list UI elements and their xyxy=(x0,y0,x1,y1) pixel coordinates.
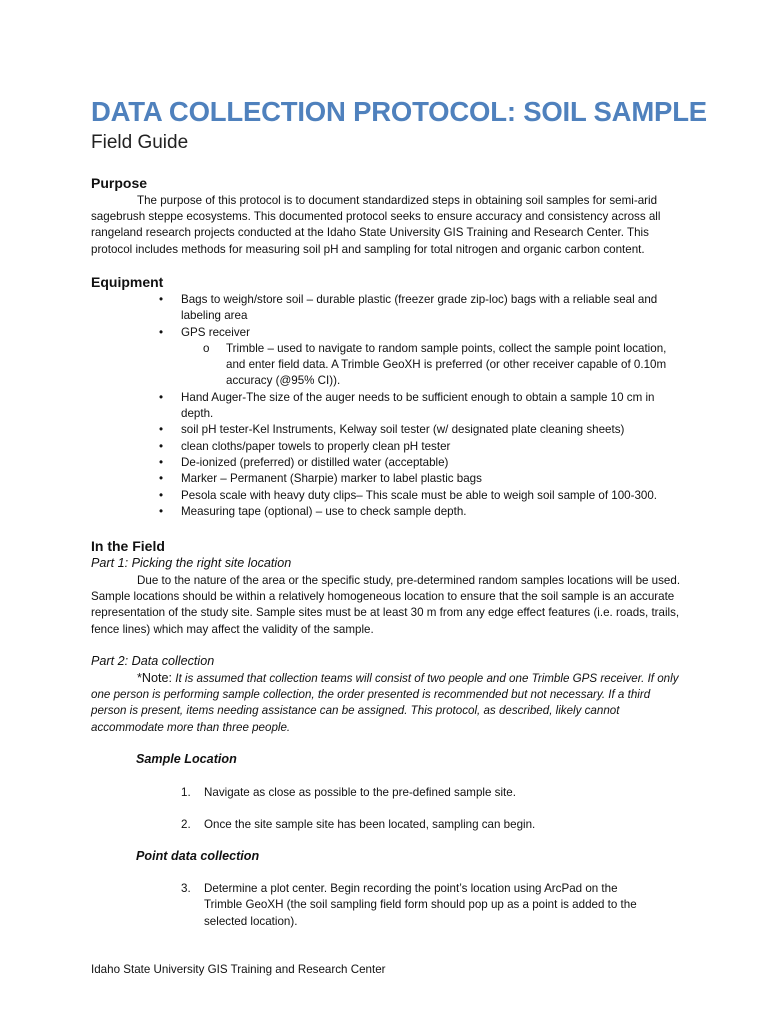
part2-heading: Part 2: Data collection xyxy=(91,654,215,668)
note-text: It is assumed that collection teams will consist of two people and one Trimble GPS receiver. If only one person is performing sample collection, the order presented is recommended but not necessary. If a third person is present, items needing assistance can be assigned. This protocol, as described, likely cannot accommodate more than three people. xyxy=(91,672,679,734)
list-item-text: Marker – Permanent (Sharpie) marker to label plastic bags xyxy=(181,472,482,486)
point-data-heading: Point data collection xyxy=(136,849,260,863)
note-paragraph xyxy=(91,670,683,736)
step-text: Determine a plot center. Begin recording the point’s location using ArcPad on the Trimble GeoXH (the soil sampling field form should pop up as a point is added to the selected location). xyxy=(204,882,637,928)
bullet-glyph: • xyxy=(159,423,164,437)
list-item xyxy=(91,471,681,487)
list-item xyxy=(91,439,681,455)
bullet-glyph: • xyxy=(159,504,164,518)
bullet-glyph: • xyxy=(159,390,164,404)
list-item xyxy=(91,504,681,520)
list-item xyxy=(91,292,681,325)
list-item xyxy=(91,455,681,471)
list-item xyxy=(91,488,681,504)
step-number: 1. xyxy=(181,786,191,799)
bullet-glyph: • xyxy=(159,325,164,339)
step-item xyxy=(181,881,651,930)
step-text: Once the site sample site has been located, sampling can begin. xyxy=(204,818,536,831)
list-item-text: Hand Auger-The size of the auger needs to be sufficient enough to obtain a sample 10 cm in depth. xyxy=(181,390,655,421)
part1-paragraph: Due to the nature of the area or the specific study, pre-determined random samples locations will be used. Sample locations should be within a relatively homogeneous location to ensure that the soil sample is an accurate representation of the study site. Sample sites must be at least 30 m from any edge effect features (i.e. roads, trails, fence lines) which may affect the validity of the sample. xyxy=(91,574,681,636)
list-item xyxy=(91,422,681,438)
equipment-heading: Equipment xyxy=(91,274,164,290)
document-subtitle: Field Guide xyxy=(91,132,189,153)
step-item xyxy=(181,817,661,833)
purpose-paragraph: The purpose of this protocol is to document standardized steps in obtaining soil samples for semi-arid sagebrush steppe ecosystems. This documented protocol seeks to ensure accuracy and consistency across all rangeland research projects conducted at the Idaho State University GIS Training and Research Center. This protocol includes methods for measuring soil pH and sampling for total nitrogen and organic carbon content. xyxy=(91,194,661,256)
step-number: 2. xyxy=(181,818,191,831)
list-item-text: Pesola scale with heavy duty clips– This scale must be able to weigh soil sample of 100-300. xyxy=(181,488,658,502)
step-text: Navigate as close as possible to the pre-defined sample site. xyxy=(204,786,516,799)
list-item-text: clean cloths/paper towels to properly clean pH tester xyxy=(181,439,451,453)
sub-list-item xyxy=(181,341,681,390)
equipment-list xyxy=(91,292,681,520)
in-the-field-heading: In the Field xyxy=(91,538,165,554)
part1-heading: Part 1: Picking the right site location xyxy=(91,556,292,570)
list-item-text: De-ionized (preferred) or distilled water (acceptable) xyxy=(181,455,449,469)
bullet-glyph: • xyxy=(159,488,164,502)
bullet-glyph: • xyxy=(159,472,164,486)
sub-list-item-text: Trimble – used to navigate to random sample points, collect the sample point location, and enter field data. A Trimble GeoXH is preferred (or other receiver capable of 0.10m accuracy (@95% CI)). xyxy=(226,341,667,388)
list-item xyxy=(91,390,681,423)
bullet-glyph: • xyxy=(159,293,164,306)
list-item-text: Measuring tape (optional) – use to check sample depth. xyxy=(181,504,467,518)
bullet-glyph: • xyxy=(159,439,164,453)
list-item-text: GPS receiver xyxy=(181,325,250,339)
bullet-glyph: • xyxy=(159,455,164,469)
list-item xyxy=(91,325,681,390)
list-item-text: soil pH tester-Kel Instruments, Kelway soil tester (w/ designated plate cleaning sheets) xyxy=(181,423,625,437)
sub-bullet-glyph: o xyxy=(203,341,210,355)
step-number: 3. xyxy=(181,882,191,895)
list-item-text: Bags to weigh/store soil – durable plastic (freezer grade zip-loc) bags with a reliable seal and labeling area xyxy=(181,293,658,323)
gps-sub-list xyxy=(181,341,681,390)
page-footer: Idaho State University GIS Training and Research Center xyxy=(91,963,386,976)
document-title: DATA COLLECTION PROTOCOL: SOIL SAMPLE xyxy=(91,96,707,127)
step-item xyxy=(181,785,661,801)
sample-location-heading: Sample Location xyxy=(136,752,237,766)
note-label: *Note: xyxy=(137,671,173,685)
purpose-heading: Purpose xyxy=(91,175,148,191)
